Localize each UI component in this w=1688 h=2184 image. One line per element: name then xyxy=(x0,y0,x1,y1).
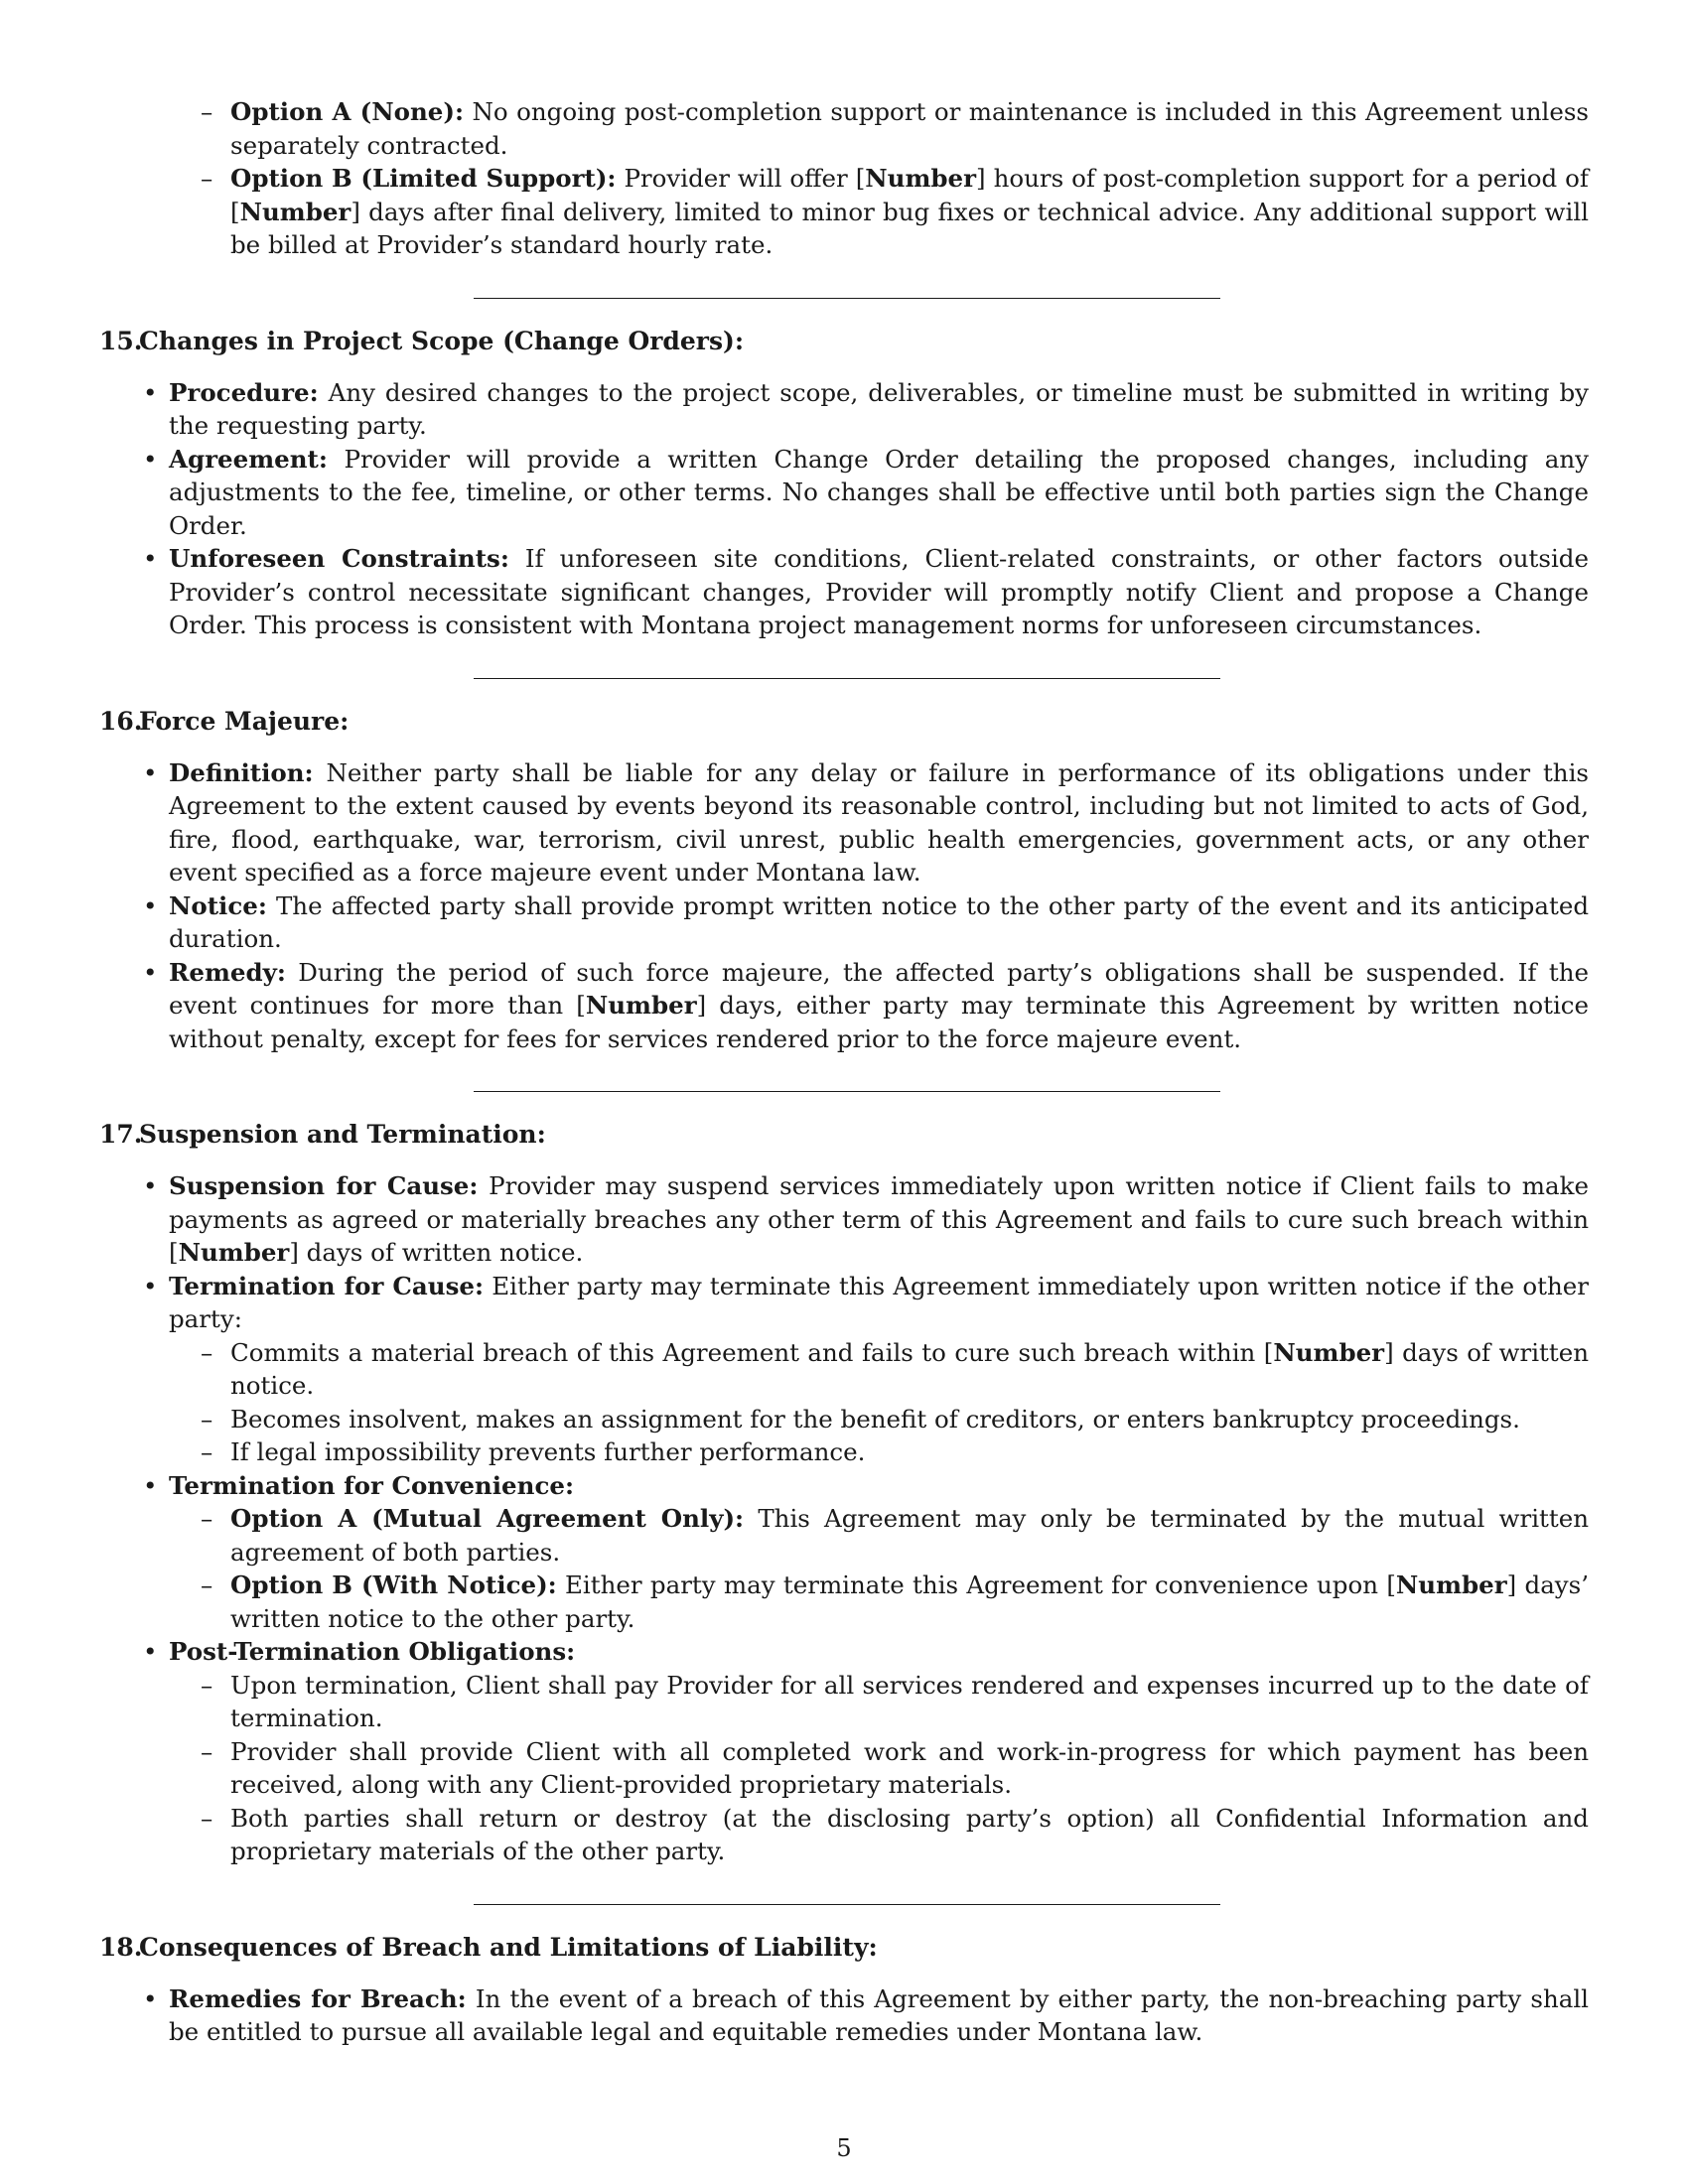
item-text: Either party may terminate this Agreement immediately upon written notice if the other party: xyxy=(169,1271,1589,1333)
bullet-item xyxy=(169,889,1589,956)
document-page xyxy=(99,95,1589,2049)
section-number: 18. xyxy=(99,1932,143,1962)
item-label: Option B (Limited Support): xyxy=(230,164,617,193)
item-label: Agreement: xyxy=(169,444,328,474)
sub-list-item xyxy=(230,1569,1589,1635)
item-label: Suspension for Cause: xyxy=(169,1171,479,1200)
item-label: Procedure: xyxy=(169,377,319,407)
bullet-item xyxy=(169,376,1589,443)
item-label: Definition: xyxy=(169,757,314,787)
bullet-item xyxy=(169,1469,1589,1636)
bullet-item xyxy=(169,956,1589,1056)
section-title: Suspension and Termination: xyxy=(139,1120,546,1149)
item-text: Both parties shall return or destroy (at the disclosing party’s option) all Confidential Information and proprietary materials of the other party. xyxy=(230,1803,1589,1865)
sub-list-item xyxy=(230,1403,1589,1436)
section-heading xyxy=(99,1931,1589,1965)
item-label: Termination for Convenience: xyxy=(169,1470,575,1500)
item-text: Neither party shall be liable for any delay or failure in performance of its obligations under this Agreement to the extent caused by events beyond its reasonable control, including but not limited to acts of God, fire, flood, earthquake, war, terrorism, civil unrest, public health emergencies, government acts, or any other event specified as a force majeure event under Montana law. xyxy=(169,757,1589,887)
item-text: The affected party shall provide prompt written notice to the other party of the event and its anticipated duration. xyxy=(169,890,1589,953)
sub-list xyxy=(169,1669,1589,1868)
item-text: Either party may terminate this Agreement for convenience upon [Number] days’ written notice to the other party. xyxy=(230,1570,1590,1633)
sub-list-item xyxy=(230,1735,1589,1802)
item-text: Becomes insolvent, makes an assignment for the benefit of creditors, or enters bankruptcy proceedings. xyxy=(230,1404,1520,1433)
section-title: Force Majeure: xyxy=(139,706,350,736)
sub-list-item xyxy=(230,1802,1589,1868)
section-divider xyxy=(474,678,1220,679)
item-label: Remedy: xyxy=(169,957,286,987)
item-label: Option B (With Notice): xyxy=(230,1570,557,1599)
item-text: This Agreement may only be terminated by the mutual written agreement of both parties. xyxy=(230,1504,1589,1567)
item-label: Remedies for Breach: xyxy=(169,1983,467,2013)
sub-list xyxy=(169,1502,1589,1635)
bullet-item xyxy=(169,1270,1589,1469)
item-label: Post-Termination Obligations: xyxy=(169,1637,576,1666)
intro-options-list xyxy=(99,95,1589,262)
item-text: During the period of such force majeure, the affected party’s obligations shall be suspended. If the event continues for more than [Number] days, either party may terminate this Agreement by written notice without penalty, except for fees for services rendered prior to the force majeure event. xyxy=(169,957,1589,1053)
item-text: Provider may suspend services immediately upon written notice if Client fails to make payments as agreed or materially breaches any other term of this Agreement and fails to cure such breach within [Number] days of written notice. xyxy=(169,1171,1589,1267)
item-text: In the event of a breach of this Agreement by either party, the non-breaching party shall be entitled to pursue all available legal and equitable remedies under Montana law. xyxy=(169,1983,1589,2046)
item-text: Upon termination, Client shall pay Provider for all services rendered and expenses incurred up to the date of termination. xyxy=(230,1670,1589,1732)
item-label: Option A (Mutual Agreement Only): xyxy=(230,1504,745,1533)
item-label: Option A (None): xyxy=(230,97,465,126)
section-number: 15. xyxy=(99,326,143,355)
section-bullet-list xyxy=(99,1982,1589,2049)
section-bullet-list xyxy=(99,756,1589,1056)
section-bullet-list xyxy=(99,1169,1589,1868)
section-number: 16. xyxy=(99,706,143,736)
item-text: Any desired changes to the project scope, deliverables, or timeline must be submitted in writing by the requesting party. xyxy=(169,377,1589,440)
item-text: If unforeseen site conditions, Client-related constraints, or other factors outside Provider’s control necessitate significant changes, Provider will promptly notify Client and propose a Change Order. This process is consistent with Montana project management norms for unforeseen circumstances. xyxy=(169,544,1589,639)
section-divider xyxy=(474,1904,1220,1905)
item-text: Provider shall provide Client with all completed work and work-in-progress for which payment has been received, along with any Client-provided proprietary materials. xyxy=(230,1736,1589,1799)
page-number: 5 xyxy=(836,2134,852,2162)
sub-list xyxy=(169,1336,1589,1469)
sub-list-item xyxy=(230,1435,1589,1469)
item-text: No ongoing post-completion support or maintenance is included in this Agreement unless separately contracted. xyxy=(230,97,1589,160)
section-title: Changes in Project Scope (Change Orders): xyxy=(139,326,745,355)
item-label: Notice: xyxy=(169,890,267,920)
sub-list-item xyxy=(230,1336,1589,1403)
sub-list-item xyxy=(230,1502,1589,1569)
option-item xyxy=(230,162,1589,262)
bullet-item xyxy=(169,1169,1589,1270)
item-text: Commits a material breach of this Agreement and fails to cure such breach within [Number] days of written notice. xyxy=(230,1337,1590,1400)
item-text: If legal impossibility prevents further performance. xyxy=(230,1437,866,1466)
bullet-item xyxy=(169,756,1589,889)
section-bullet-list xyxy=(99,376,1589,642)
section-divider xyxy=(474,298,1220,299)
section-heading xyxy=(99,705,1589,739)
item-label: Termination for Cause: xyxy=(169,1271,484,1300)
section-heading xyxy=(99,1118,1589,1152)
sections-container xyxy=(99,298,1589,2049)
bullet-item xyxy=(169,1635,1589,1868)
section-heading xyxy=(99,325,1589,358)
option-item xyxy=(230,95,1589,162)
bullet-item xyxy=(169,443,1589,543)
bullet-item xyxy=(169,542,1589,642)
bullet-item xyxy=(169,1982,1589,2049)
sub-list-item xyxy=(230,1669,1589,1735)
section-number: 17. xyxy=(99,1120,143,1149)
item-label: Unforeseen Constraints: xyxy=(169,544,509,573)
section-title: Consequences of Breach and Limitations of Liability: xyxy=(139,1932,878,1962)
item-text: Provider will offer [Number] hours of post-completion support for a period of [Number] days after final delivery, limited to minor bug fixes or technical advice. Any additional support will be billed at Provider’s standard hourly rate. xyxy=(230,164,1589,259)
item-text: Provider will provide a written Change Order detailing the proposed changes, including any adjustments to the fee, timeline, or other terms. No changes shall be effective until both parties sign the Change Order. xyxy=(169,444,1589,540)
section-divider xyxy=(474,1091,1220,1092)
